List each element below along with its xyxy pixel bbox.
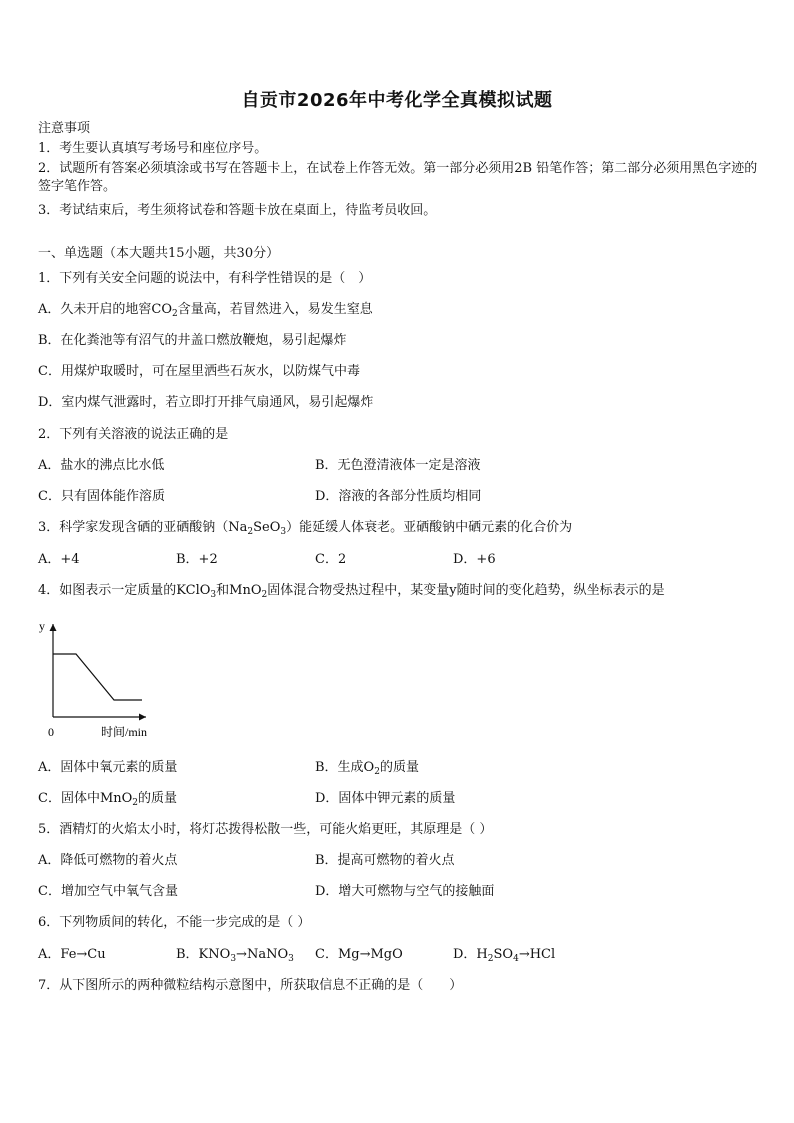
q3-option-b: B．+2 — [176, 552, 218, 567]
q4-option-d: D．固体中钾元素的质量 — [315, 791, 456, 806]
section-heading: 一、单选题（本大题共15小题，共30分） — [38, 246, 280, 261]
q4-option-c: C．固体中MnO$_2$的质量 — [38, 791, 178, 808]
q6-option-a: A．Fe→Cu — [38, 947, 106, 962]
q4-graph — [36, 616, 166, 746]
q5-option-a: A．降低可燃物的着火点 — [38, 853, 178, 868]
q6-stem: 6．下列物质间的转化，不能一步完成的是（ ） — [38, 915, 311, 930]
q6-option-d: D．$H_2SO_4\to HCl$ — [453, 947, 556, 964]
notice-item-1: 1．考生要认真填写考场号和座位序号。 — [38, 141, 268, 156]
q7-stem: 7．从下图所示的两种微粒结构示意图中，所获取信息不正确的是（ ） — [38, 978, 463, 993]
q4-graph-origin: 0 — [48, 725, 54, 739]
q5-option-d: D．增大可燃物与空气的接触面 — [315, 884, 495, 899]
q4-graph-y-label: y — [39, 619, 45, 633]
q5-option-b: B．提高可燃物的着火点 — [315, 853, 455, 868]
q2-option-c: C．只有固体能作溶质 — [38, 489, 165, 504]
notice-item-2: 2．试题所有答案必须填涂或书写在答题卡上，在试卷上作答无效。第一部分必须用2B 铅笔作答；第二部分必须用黑色字迹的签字笔作答。 — [38, 161, 758, 194]
q6-option-c: C．Mg→MgO — [315, 947, 403, 962]
q4-stem: 4．如图表示一定质量的KClO$_3$和MnO$_2$固体混合物受热过程中，某变量y随时间的变化趋势，纵坐标表示的是 — [38, 583, 665, 600]
q3-stem: 3．科学家发现含硒的亚硒酸钠$(Na_2SeO_3)$能延缓人体衰老。亚硒酸钠中硒元素的化合价为 — [38, 520, 573, 537]
page-title: 自贡市2026年中考化学全真模拟试题 — [241, 90, 553, 111]
notice-heading: 注意事项 — [38, 121, 91, 136]
q4-graph-curve — [53, 654, 142, 700]
q2-stem: 2．下列有关溶液的说法正确的是 — [38, 427, 229, 442]
q1-option-a: A．久未开启的地窖$CO_2$含量高，若冒然进入，易发生窒息 — [38, 302, 373, 319]
q1-option-c: C．用煤炉取暖时，可在屋里洒些石灰水，以防煤气中毒 — [38, 364, 360, 379]
q5-option-c: C．增加空气中氧气含量 — [38, 884, 178, 899]
q1-option-d: D．室内煤气泄露时，若立即打开排气扇通风，易引起爆炸 — [38, 395, 374, 410]
q2-option-d: D．溶液的各部分性质均相同 — [315, 489, 482, 504]
q6-option-b: B．$KNO_3\to NaNO_3$ — [176, 947, 294, 964]
q5-stem: 5．酒精灯的火焰太小时，将灯芯拨得松散一些，可能火焰更旺，其原理是（ ） — [38, 822, 493, 837]
q1-option-b: B．在化粪池等有沼气的井盖口燃放鞭炮，易引起爆炸 — [38, 333, 347, 348]
q4-graph-x-label: 时间/min — [101, 725, 148, 739]
q3-option-c: C．2 — [315, 552, 347, 567]
q1-stem: 1．下列有关安全问题的说法中，有科学性错误的是（ ） — [38, 271, 372, 286]
notice-item-3: 3．考试结束后，考生须将试卷和答题卡放在桌面上，待监考员收回。 — [38, 203, 437, 218]
q4-option-b: B．生成$O_2$的质量 — [315, 760, 419, 777]
q3-option-d: D．+6 — [453, 552, 496, 567]
q4-option-a: A．固体中氧元素的质量 — [38, 760, 178, 775]
q2-option-b: B．无色澄清液体一定是溶液 — [315, 458, 481, 473]
q2-option-a: A．盐水的沸点比水低 — [38, 458, 165, 473]
q3-option-a: A．+4 — [38, 552, 80, 567]
